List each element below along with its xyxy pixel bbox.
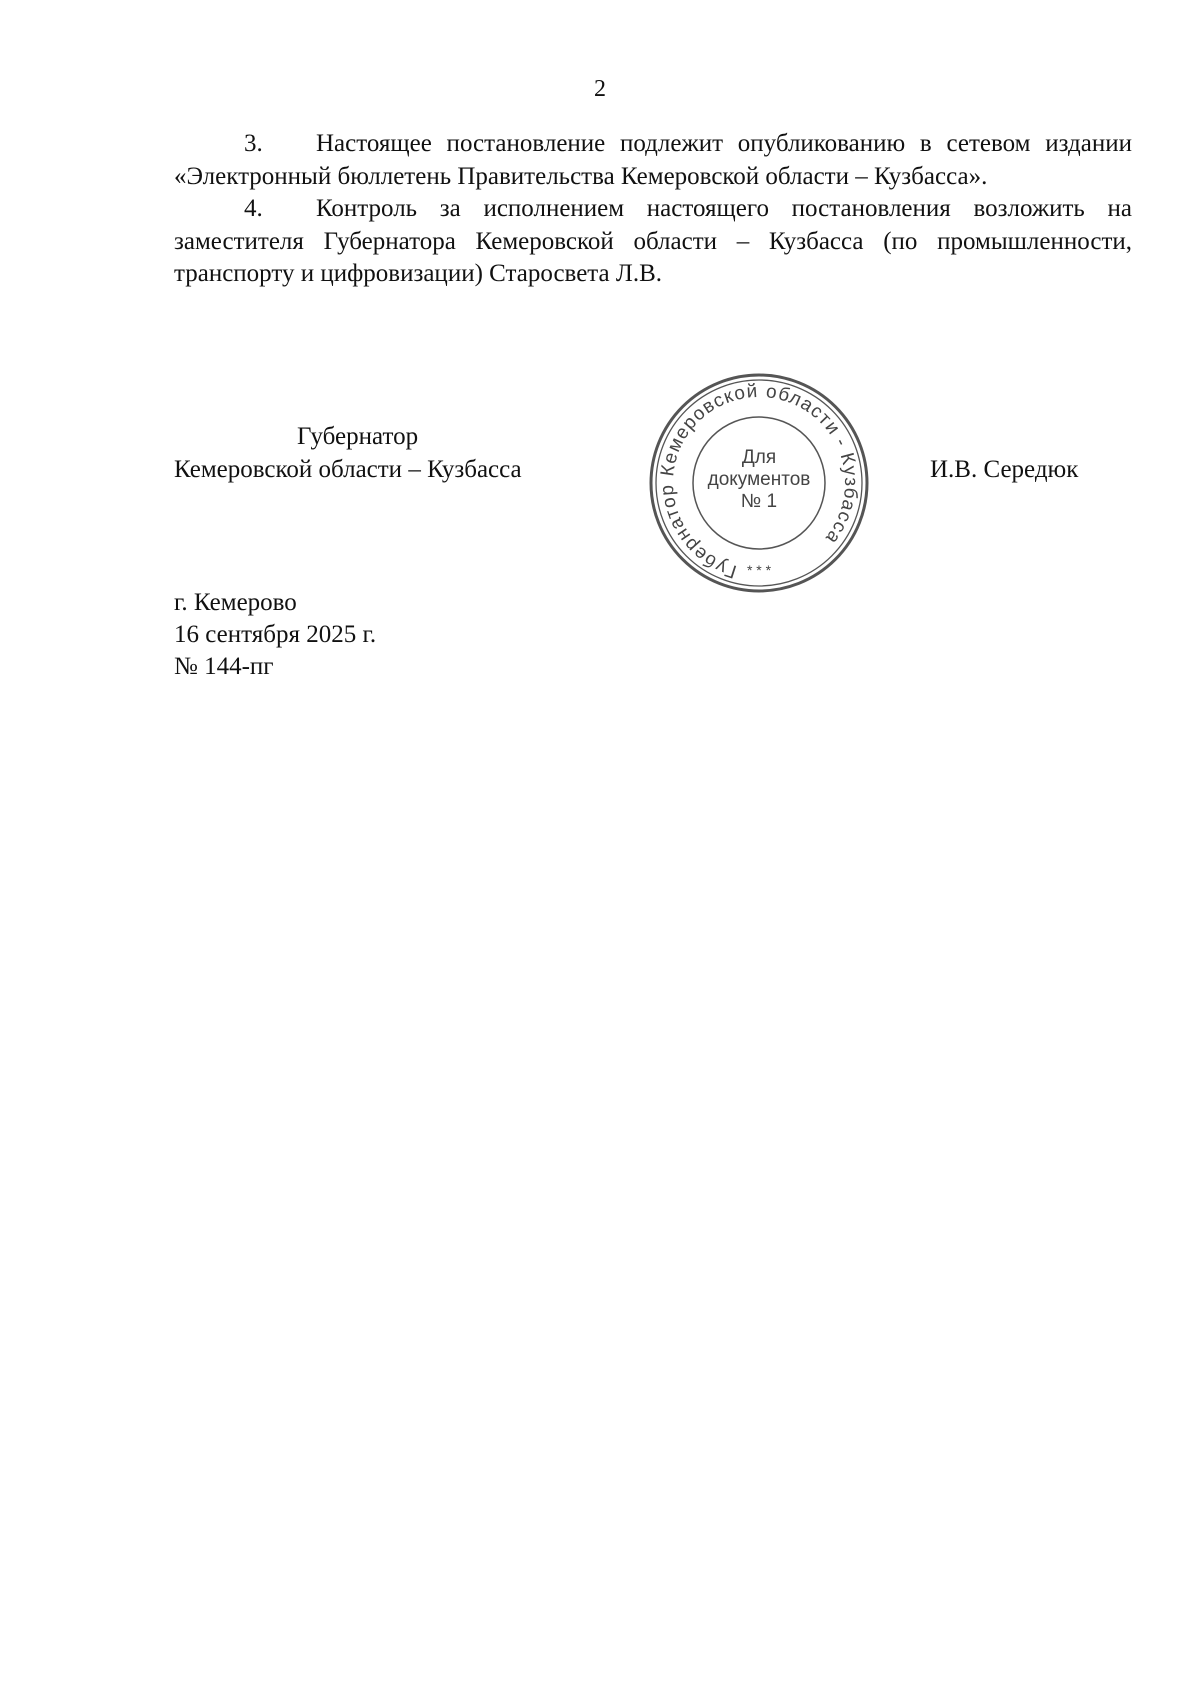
- footer-city: г. Кемерово: [174, 589, 297, 616]
- stamp-center-line1: Для: [741, 447, 777, 468]
- official-stamp: [647, 371, 871, 595]
- footer-date: 16 сентября 2025 г.: [174, 621, 377, 648]
- stamp-center-line2: документов: [707, 469, 811, 490]
- signatory-title: Губернатор: [297, 423, 419, 450]
- paragraph-3: [174, 128, 1132, 193]
- stamp-seal-icon: [647, 371, 871, 595]
- stamp-center-line3: № 1: [740, 491, 778, 512]
- paragraph-number: 4.: [244, 195, 263, 222]
- paragraph-number: 3.: [244, 130, 263, 157]
- document-body: [174, 128, 1132, 291]
- stamp-stars: * * *: [746, 562, 772, 578]
- paragraph-text: Настоящее постановление подлежит опубликованию в сетевом издании «Электронный бюллетень Правительства Кемеровской области – Кузбасса».: [174, 130, 1132, 190]
- stamp-ring-text: Губернатор Кемеровской области - Кузбасса: [656, 380, 862, 582]
- footer-number: № 144-пг: [174, 653, 274, 680]
- signatory-position: [174, 420, 614, 486]
- document-footer: [174, 587, 376, 683]
- page-number: 2: [594, 76, 606, 102]
- signatory-name: И.В. Середюк: [930, 456, 1079, 483]
- signatory-region: Кемеровской области – Кузбасса: [174, 456, 522, 483]
- paragraph-text: Контроль за исполнением настоящего постановления возложить на заместителя Губернатора Кемеровской области – Кузбасса (по промышленности, транспорту и цифровизации) Старосвета Л.В.: [174, 195, 1132, 287]
- paragraph-4: [174, 193, 1132, 291]
